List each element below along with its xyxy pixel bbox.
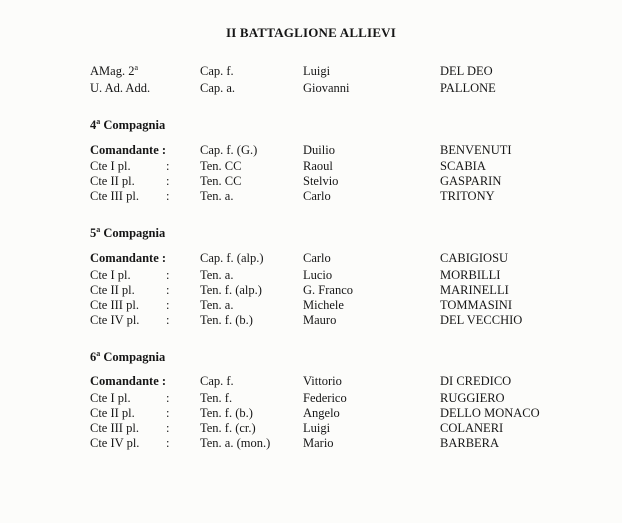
platoon-row (0, 268, 622, 283)
platoon-sep: : (166, 298, 170, 312)
platoon-name: Michele (303, 298, 344, 312)
platoon-sep: : (166, 421, 170, 435)
staff-row (0, 64, 622, 79)
platoon-role: Cte II pl. (90, 174, 135, 188)
platoon-name: Stelvio (303, 174, 339, 188)
platoon-name: Lucio (303, 268, 333, 282)
commander-rank: Cap. f. (G.) (200, 143, 258, 157)
platoon-name: G. Franco (303, 283, 353, 297)
staff-name: Luigi (303, 64, 331, 78)
platoon-name: Carlo (303, 189, 331, 203)
platoon-role: Cte IV pl. (90, 436, 140, 450)
commander-rank: Cap. f. (alp.) (200, 251, 264, 265)
platoon-sep: : (166, 189, 170, 203)
platoon-surname: MORBILLI (440, 268, 501, 282)
commander-surname: CABIGIOSU (440, 251, 509, 265)
platoon-name: Federico (303, 391, 347, 405)
platoon-sep: : (166, 436, 170, 450)
platoon-row (0, 174, 622, 189)
platoon-rank: Ten. a. (200, 189, 234, 203)
platoon-name: Raoul (303, 159, 333, 173)
platoon-rank: Ten. CC (200, 159, 242, 173)
staff-rank: Cap. a. (200, 81, 236, 95)
staff-role: U. Ad. Add. (90, 81, 151, 95)
platoon-row (0, 391, 622, 406)
commander-name: Carlo (303, 251, 331, 265)
staff-surname: PALLONE (440, 81, 496, 95)
platoon-role: Cte II pl. (90, 406, 135, 420)
platoon-surname: TRITONY (440, 189, 495, 203)
staff-surname: DEL DEO (440, 64, 493, 78)
platoon-rank: Ten. a. (200, 268, 234, 282)
platoon-surname: MARINELLI (440, 283, 509, 297)
commander-name: Vittorio (303, 374, 342, 388)
staff-row (0, 81, 622, 96)
platoon-row (0, 283, 622, 298)
staff-role: AMag. 2$^a$ (90, 63, 139, 78)
platoon-row (0, 406, 622, 421)
platoon-sep: : (166, 283, 170, 297)
commander-row (0, 143, 622, 158)
platoon-role: Cte III pl. (90, 189, 139, 203)
platoon-sep: : (166, 174, 170, 188)
platoon-row (0, 313, 622, 328)
platoon-rank: Ten. f. (alp.) (200, 283, 262, 297)
staff-name: Giovanni (303, 81, 350, 95)
company-heading: 6$^a$ Compagnia (90, 349, 166, 364)
platoon-role: Cte I pl. (90, 268, 131, 282)
commander-row (0, 251, 622, 266)
platoon-sep: : (166, 159, 170, 173)
commander-surname: BENVENUTI (440, 143, 512, 157)
platoon-row (0, 159, 622, 174)
page-title: II BATTAGLIONE ALLIEVI (225, 25, 397, 40)
platoon-rank: Ten. f. (cr.) (200, 421, 256, 435)
platoon-sep: : (166, 406, 170, 420)
platoon-role: Cte IV pl. (90, 313, 140, 327)
platoon-name: Angelo (303, 406, 340, 420)
platoon-rank: Ten. f. (b.) (200, 313, 253, 327)
platoon-surname: SCABIA (440, 159, 486, 173)
commander-role: Comandante : (90, 374, 167, 388)
commander-role: Comandante : (90, 143, 167, 157)
platoon-role: Cte I pl. (90, 159, 131, 173)
platoon-role: Cte III pl. (90, 298, 139, 312)
platoon-rank: Ten. CC (200, 174, 242, 188)
platoon-surname: DELLO MONACO (440, 406, 540, 420)
commander-surname: DI CREDICO (440, 374, 512, 388)
platoon-sep: : (166, 268, 170, 282)
commander-row (0, 374, 622, 389)
commander-name: Duilio (303, 143, 335, 157)
platoon-rank: Ten. f. (b.) (200, 406, 253, 420)
company-heading: 4$^a$ Compagnia (90, 117, 166, 132)
platoon-rank: Ten. a. (mon.) (200, 436, 271, 450)
platoon-rank: Ten. a. (200, 298, 234, 312)
platoon-name: Luigi (303, 421, 331, 435)
platoon-surname: BARBERA (440, 436, 500, 450)
platoon-sep: : (166, 313, 170, 327)
platoon-role: Cte III pl. (90, 421, 139, 435)
platoon-surname: DEL VECCHIO (440, 313, 523, 327)
platoon-surname: COLANERI (440, 421, 504, 435)
platoon-sep: : (166, 391, 170, 405)
platoon-row (0, 298, 622, 313)
commander-role: Comandante : (90, 251, 167, 265)
platoon-row (0, 436, 622, 451)
platoon-role: Cte I pl. (90, 391, 131, 405)
platoon-role: Cte II pl. (90, 283, 135, 297)
platoon-rank: Ten. f. (200, 391, 233, 405)
platoon-surname: TOMMASINI (440, 298, 512, 312)
staff-rank: Cap. f. (200, 64, 234, 78)
platoon-name: Mario (303, 436, 334, 450)
platoon-name: Mauro (303, 313, 337, 327)
commander-rank: Cap. f. (200, 374, 234, 388)
company-heading: 5$^a$ Compagnia (90, 225, 166, 240)
platoon-row (0, 421, 622, 436)
platoon-surname: GASPARIN (440, 174, 502, 188)
platoon-row (0, 189, 622, 204)
platoon-surname: RUGGIERO (440, 391, 505, 405)
